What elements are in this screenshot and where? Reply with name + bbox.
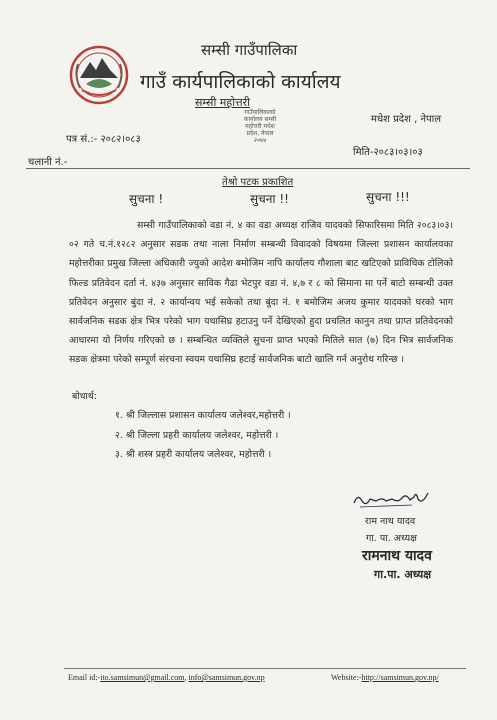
letter-date: मिति-२०८३।०३।०३ (353, 147, 423, 158)
cc-item: १. श्री जिल्लास प्रशासन कार्यालय जलेश्वर,महोत्तरी । (115, 410, 291, 421)
signatory-post: गा. पा. अध्यक्ष (366, 533, 417, 544)
office-name: गाउँ कार्यपालिकाको कार्यालय (140, 71, 341, 93)
header-divider (26, 168, 470, 169)
cc-label: बोधार्थ: (72, 391, 97, 402)
email-link-2[interactable]: info@samsimun.gov.np (188, 673, 265, 682)
province-address: मधेश प्रदेश , नेपाल (371, 114, 442, 125)
publication-note: तेश्रो पटक प्रकाशित (222, 177, 294, 188)
office-stamp-address: गाउँपालिकाको कार्यालय सम्सी महोत्तरी मधेश प्रदेश, नेपाल २०७४ (243, 109, 277, 144)
nepal-emblem-icon (68, 44, 130, 106)
notice-heading-1: सुचना ! (129, 192, 164, 206)
notice-body: सम्सी गाउँपालिकाको वडा नं. ४ का वडा अध्यक्ष राजिव यादवको सिफारिसमा मिति २०८३।०३।०२ गते च.नं.१२८२ अनुसार सडक तथा नाला निर्माण सम्बन्धी विवादको विषयमा जिल्ला प्रशासन कार्यालयका महोत्तरीका प्रमुख जिल्ला अधिकारी ज्युको आदेश बमोजिम नापि कार्यालय गौशाला बाट खटिएको प्राविधिक टोलिको फिल्ड प्रतिवेदन दर्ता नं. ४३७ अनुसार साविक गैढा भेटपुर वडा नं. ४,७ र ८ को सिमाना मा पर्ने बाटो सम्बन्धी उक्त प्रतिवेदन अनुसार बुंदा नं. २ कार्यान्वय भई सकेको तथा बुंदा नं. १ बमोजिम अजय कुमार यादवको घरको भाग सार्वजनिक सडक क्षेत्र भित्र परेको भाग यथासिघ्र हटाउनु पर्ने देखिएको हुदा प्रचलित कानुन तथा प्राप्त प्रतिवेदनको आधारमा यो निर्णय गरिएको छ । सम्बन्धित व्यक्तिले सुचना प्राप्त भएको मितिले सात (७) दिन भित्र सार्वजनिक सडक क्षेत्रमा परेको सम्पूर्ण संरचना स्वयम यथासिघ्र हटाई सार्वजनिक बाटो खालि गर्न अनुरोध गरिन्छ । (69, 220, 453, 366)
email-label: Email id:- (68, 673, 101, 682)
municipality-name: सम्सी गाउँपालिका (201, 41, 298, 59)
footer-divider (64, 668, 466, 669)
signatory-name: राम नाथ यादव (365, 516, 416, 527)
notice-heading-3: सुचना !!! (366, 190, 410, 204)
website-label: Website:- (331, 673, 362, 682)
office-stamp-text: सम्सी महोत्तरी (195, 96, 251, 109)
cc-item: ३. श्री शस्त्र प्रहरी कार्यालय जलेश्वर, महोत्तरी । (115, 449, 272, 460)
email-separator: , (184, 673, 189, 682)
signatory-stamp-post: गा.पा. अध्यक्ष (374, 568, 432, 581)
letter-number: पत्र सं.:- २०८२।०८३ (66, 134, 141, 145)
notice-heading-2: सुचना !! (250, 192, 289, 206)
footer-website (331, 673, 439, 682)
footer-email (68, 673, 265, 682)
cc-item: २. श्री जिल्ला प्रहरी कार्यालय जलेश्वर, महोत्तरी । (115, 430, 279, 441)
email-link-1[interactable]: ito.samsimun@gmail.com (100, 673, 185, 682)
handwritten-signature (352, 489, 432, 513)
website-link[interactable]: http://samsimun.gov.np/ (361, 673, 439, 682)
signatory-stamp-name: रामनाथ यादव (362, 548, 432, 564)
dispatch-number: चलानी नं.- (28, 157, 68, 168)
